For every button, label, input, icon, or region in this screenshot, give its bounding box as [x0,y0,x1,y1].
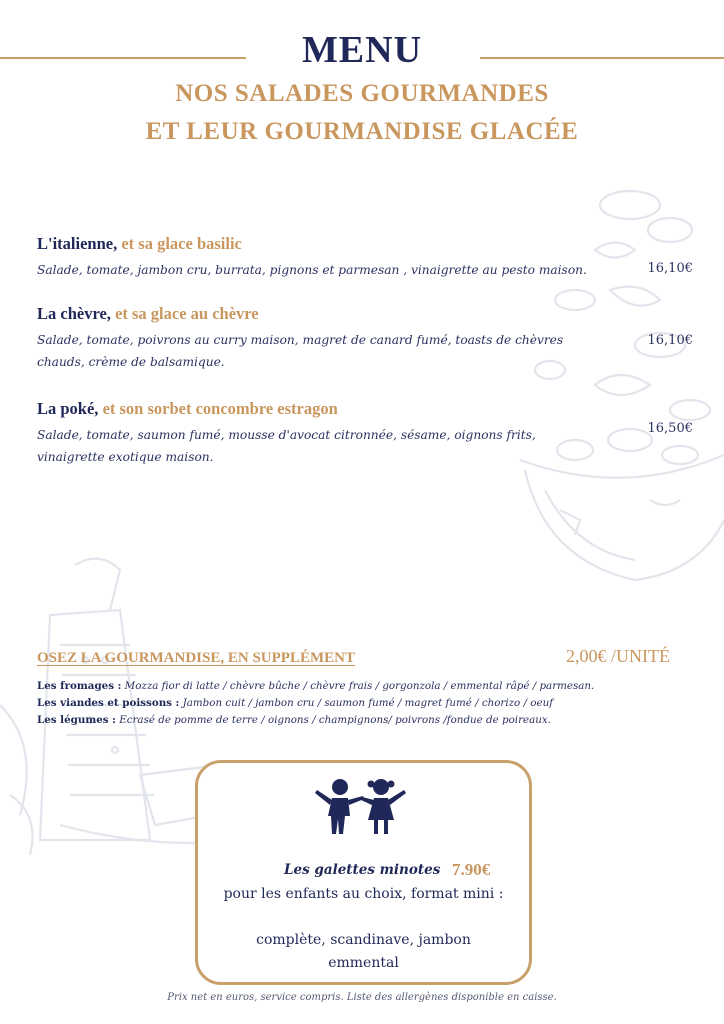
salad-desc-line: Salade, tomate, poivrons au curry maison, magret de canard fumé, toasts de chèvres [37,333,564,347]
kids-price: 7.90€ [452,860,491,879]
kids-line-1: pour les enfants au choix, format mini : [223,886,504,902]
subtitle-line-2: ET LEUR GOURMANDISE GLACÉE [145,118,579,145]
supplement-text: Mozza fior di latte / chèvre bûche / chèvre frais / gorgonzola / emmental râpé / parmesan. [121,680,595,692]
salad-title [37,234,637,254]
salad-item [37,399,637,468]
salad-desc-line: vinaigrette exotique maison. [37,450,214,464]
subtitle-line-1: NOS SALADES GOURMANDES [175,80,549,107]
salad-item [37,234,637,281]
salad-accent: et sa glace basilic [121,234,242,253]
salad-description [37,424,637,468]
salad-title [37,399,637,419]
salad-accent: et son sorbet concombre estragon [102,399,338,418]
kids-line-2: complète, scandinave, jambon [256,932,471,948]
salad-desc-line: chauds, crème de balsamique. [37,355,225,369]
salad-title [37,304,637,324]
supplement-line [37,680,594,692]
kids-title: Les galettes minotes [284,862,441,878]
salad-item [37,304,637,373]
supplement-text: Ecrasé de pomme de terre / oignons / champignons/ poivrons /fondue de poireaux. [115,714,551,726]
salad-name: La poké, [37,399,99,418]
footer-note: Prix net en euros, service compris. Liste des allergènes disponible en caisse. [167,992,557,1003]
kids-line-3: emmental [328,955,399,971]
salad-description [37,259,637,281]
salad-price: 16,10€ [647,333,693,348]
supplement-label: Les légumes : [37,714,116,726]
menu-title: MENU [301,29,423,71]
salad-desc-line: Salade, tomate, jambon cru, burrata, pignons et parmesan , vinaigrette au pesto maison. [37,263,587,277]
salad-name: L'italienne, [37,234,118,253]
salad-accent: et sa glace au chèvre [115,304,259,323]
supplement-line [37,697,553,709]
salad-price: 16,50€ [647,421,693,436]
supplement-price: 2,00€ /UNITÉ [566,646,670,666]
salad-description [37,329,637,373]
supplement-text: Jambon cuit / jambon cru / saumon fumé / magret fumé / chorizo / oeuf [179,697,554,709]
supplement-title: OSEZ LA GOURMANDISE, EN SUPPLÉMENT [37,650,355,666]
salad-desc-line: Salade, tomate, saumon fumé, mousse d'avocat citronnée, sésame, oignons frits, [37,428,536,442]
supplement-label: Les fromages : [37,680,122,692]
salad-price: 16,10€ [647,261,693,276]
kids-icon [315,776,410,836]
supplement-line [37,714,551,726]
salad-name: La chèvre, [37,304,111,323]
salad-bowl-sketch-icon [500,170,724,590]
supplement-label: Les viandes et poissons : [37,697,180,709]
